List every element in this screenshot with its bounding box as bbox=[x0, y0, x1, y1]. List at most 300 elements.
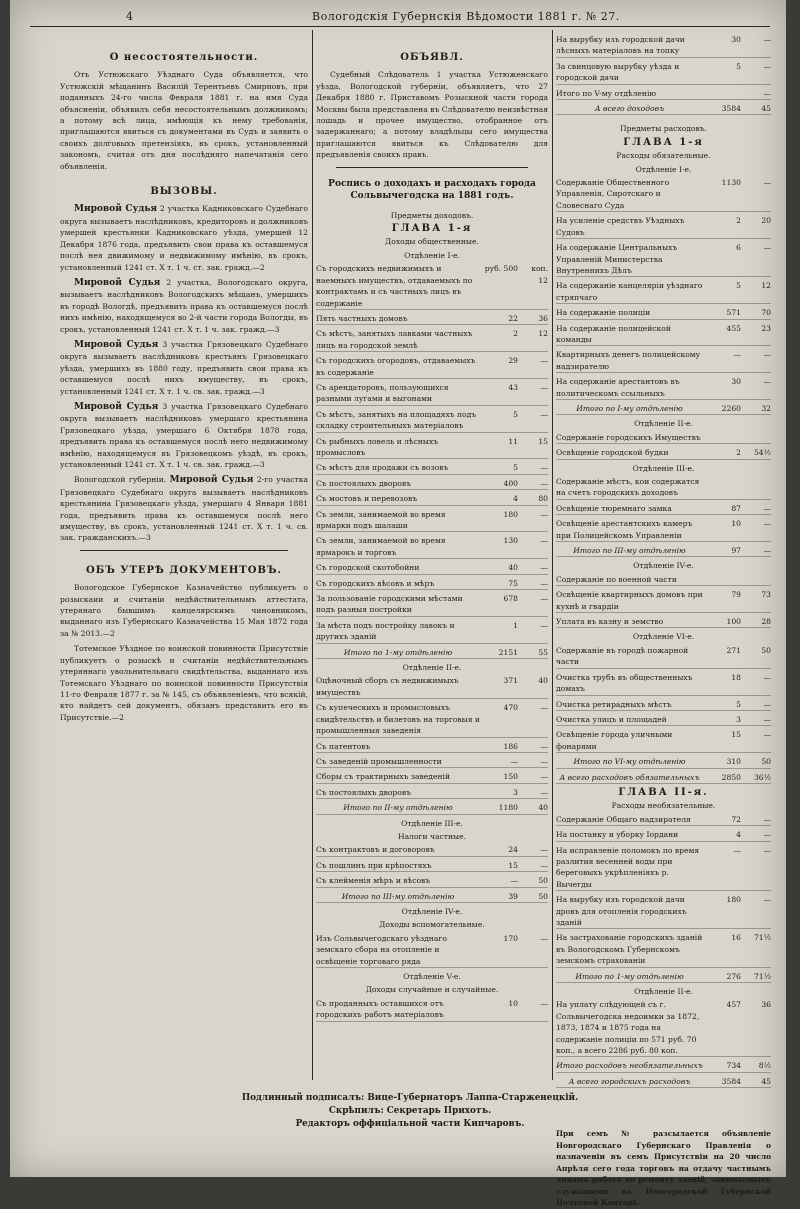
row-label: На содержаніе арестантовъ въ политическомъ ссыльныхъ bbox=[556, 377, 680, 398]
section-subheading: Доходы вспомогательные. bbox=[379, 920, 485, 930]
row-kop: — bbox=[540, 787, 548, 797]
total-rub: 734 bbox=[726, 1061, 741, 1071]
table-row bbox=[556, 729, 771, 753]
row-label: На постанку и уборку Іордани bbox=[556, 830, 679, 840]
summons-entry bbox=[60, 474, 308, 543]
summons-text: 2 участка, Вологодскаго округа, вызываетъ наслѣдниковъ Вологодскихъ мѣщанъ, умершихъ въ городѣ Вологдѣ, предъявить права къ оставшемуся послѣ нихъ имѣнію, находящемуся во 2-й части города Вологды, въ срокъ, установленный 1241 ст. Х т. 1 ч. зак. гражд.—3 bbox=[60, 277, 308, 334]
row-kop: — bbox=[763, 35, 771, 44]
row-rub: 571 bbox=[726, 308, 741, 318]
total-kop: 32 bbox=[761, 403, 771, 413]
section-heading: Отдѣленіе I-е. bbox=[635, 164, 692, 174]
table-row bbox=[556, 349, 771, 373]
summons-text: 2-го участка Грязовецкаго Судебнаго округа вызываетъ наслѣдниковъ крестьянина Грязовецкаго уѣзда, умершаго 4 Января 1881 года, предъявить права къ оставшемуся послѣ него имуществу, въ срокъ, установленный 1241 ст. Х т. 1 ч. св. зак. гражданскихъ.—3 bbox=[60, 475, 308, 543]
section-heading: Отдѣленіе VI-е. bbox=[632, 632, 695, 642]
glava-subheading: Расходы обязательные. bbox=[616, 151, 711, 161]
row-kop: — bbox=[763, 350, 771, 360]
table-row bbox=[556, 932, 771, 967]
row-rub: 4 bbox=[513, 494, 518, 504]
row-rub: — bbox=[510, 876, 518, 886]
table-row bbox=[316, 593, 548, 617]
row-label: Очистка трубъ въ общественныхъ домахъ bbox=[556, 672, 693, 694]
table-row bbox=[316, 462, 548, 474]
row-rub: руб. 500 bbox=[484, 264, 518, 274]
table-row bbox=[316, 875, 548, 887]
total-kop: 45 bbox=[761, 104, 771, 114]
row-rub: 170 bbox=[503, 933, 518, 943]
lost-doc-text: Тотемское Уѣздное по воинской повинности Присутствіе публикуетъ о розыскѣ и считаніи недѣйствительнымъ утеряннаго увольнительнаго свидѣтельства, выданнаго изъ Тотемскаго Уѣзднаго по воинской повинности Присутствія 11-го Февраля 1877 г. за № 145, съ объявленіемъ, что всякій, кто найдетъ сей документъ, обязанъ представить его въ Присутствіе.—2 bbox=[60, 644, 308, 722]
lost-doc-text: Вологодское Губернское Казначейство публикуетъ о розыскаии и считаніи недѣйствительнымъ аттестата, утерянаго бывшимъ канцелярскимъ чиновникомъ, выданнаго изъ Губернскаго Казначейства 15 Мая 1872 года за № 2013.—2 bbox=[60, 583, 308, 638]
total-label: А всего доходовъ bbox=[594, 104, 665, 114]
row-label: За пользованіе городскими мѣстами подъ разныя постройки bbox=[316, 594, 463, 615]
row-rub: 16 bbox=[731, 933, 741, 943]
column-divider-2 bbox=[552, 30, 553, 1080]
section-heading: Отдѣленіе III-е. bbox=[632, 463, 695, 473]
expense-rows-4 bbox=[556, 574, 771, 629]
insolvency-text: Отъ Устюжскаго Уѣзднаго Суда объявляется, что Устюжскій мѣщанинъ Василій Терентьевъ Смирновъ, при поданныхъ 24-го числа Февраля 1881 г. на имя Суда объясненіи, объявилъ себя несостоятельнымъ должникомъ; а потому всѣ лица, имѣющія къ нему требованія, приглашаются явиться съ документами въ Судъ и заявить о своихъ долговыхъ претензіяхъ, въ срокъ, установленный закономъ, считая отъ дня послѣдняго напечатанія сего объявленія. bbox=[60, 70, 308, 171]
row-rub: 371 bbox=[503, 676, 518, 686]
row-label: На уплату слѣдующей съ г. Сольвычегодска недоимки за 1872, 1873, 1874 и 1875 года на содержаніе полиціи по 571 руб. 70 коп., а всего 2286 руб. 80 коп. bbox=[556, 1000, 700, 1056]
grand-total-row bbox=[556, 1076, 771, 1088]
row-label: Съ земли, занимаемой во время ярмарокъ и торговъ bbox=[316, 536, 446, 557]
row-kop: — bbox=[763, 672, 771, 682]
row-rub: 87 bbox=[731, 503, 741, 513]
glava-heading: ГЛАВА 1-я bbox=[391, 223, 473, 235]
row-kop: — bbox=[540, 578, 548, 588]
column-middle bbox=[316, 34, 548, 1025]
row-label: Сборы съ трактирныхъ заведеній bbox=[316, 772, 451, 782]
row-label: Очистка улицъ и площадей bbox=[556, 714, 667, 724]
summons-entry bbox=[60, 339, 308, 397]
total-label: Итого по I-му отдѣленію bbox=[576, 403, 683, 413]
row-kop: — bbox=[540, 563, 548, 573]
court-name: Мировой Судья bbox=[74, 401, 159, 412]
table-row bbox=[556, 999, 771, 1057]
table-row bbox=[316, 933, 548, 968]
row-label: Съ мостовъ и перевозовъ bbox=[316, 494, 418, 504]
row-kop: — bbox=[540, 463, 548, 473]
section-heading: Отдѣленіе V-е. bbox=[403, 972, 461, 981]
summons-entry bbox=[60, 401, 308, 470]
total-row bbox=[556, 971, 771, 983]
row-rub: 30 bbox=[731, 35, 741, 44]
row-rub: 678 bbox=[503, 594, 518, 604]
row-rub: 75 bbox=[508, 578, 518, 588]
total-row bbox=[316, 802, 548, 814]
table-row bbox=[556, 88, 771, 100]
row-label: За свинцовую вырубку уѣзда и городской дачи bbox=[556, 61, 680, 83]
glava-heading: ГЛАВА 1-я bbox=[623, 136, 704, 148]
row-label: Съ постоялыхъ дворовъ bbox=[316, 787, 411, 797]
row-rub: 470 bbox=[503, 703, 518, 713]
court-name: Мировой Судья bbox=[74, 339, 159, 350]
row-kop: 36 bbox=[538, 313, 548, 323]
row-label: Квартирныхъ денегъ полицейскому надзирателю bbox=[556, 350, 701, 371]
row-kop: 40 bbox=[538, 676, 548, 686]
income-rows-2 bbox=[316, 675, 548, 799]
row-kop: — bbox=[540, 998, 548, 1008]
total-row bbox=[556, 403, 771, 415]
row-label: Съ земли, занимаемой во время ярмарки подъ шалаши bbox=[316, 509, 446, 530]
income-rows-3 bbox=[316, 844, 548, 887]
row-kop: — bbox=[540, 933, 548, 943]
table-row bbox=[316, 998, 548, 1022]
expense-part-heading: Предметы расходовъ. bbox=[620, 124, 707, 134]
row-rub: 1130 bbox=[721, 178, 741, 188]
row-kop: — bbox=[763, 88, 771, 98]
table-row bbox=[316, 313, 548, 325]
section-heading: Отдѣленіе III-е. bbox=[401, 818, 463, 828]
row-label: Съ клейменія мѣръ и вѣсовъ bbox=[316, 876, 431, 886]
row-rub: 5 bbox=[736, 699, 741, 709]
court-name: Мировой Судья bbox=[169, 475, 254, 486]
table-row bbox=[316, 328, 548, 352]
row-label: Съ мѣстъ для продажи съ возовъ bbox=[316, 463, 449, 473]
newspaper-title: Вологодскія Губернскія Вѣдомости 1881 г. № 27. bbox=[312, 10, 620, 23]
row-rub: 271 bbox=[726, 645, 741, 655]
row-label: На застрахованіе городскихъ зданій въ Вологодскомъ Губернскомъ земскомъ страхованіи bbox=[556, 933, 703, 966]
glava2-subheading: Расходы необязательные. bbox=[611, 801, 716, 811]
row-kop: 70 bbox=[761, 308, 771, 318]
table-row bbox=[556, 894, 771, 929]
row-label: Съ арендаторовъ, пользующихся разными лугами и выгонами bbox=[316, 382, 449, 404]
page-footer bbox=[200, 1092, 620, 1131]
table-row bbox=[556, 215, 771, 239]
footer-secretary: Скрѣпилъ: Секретарь Прихотъ. bbox=[328, 1106, 492, 1116]
row-rub: 10 bbox=[731, 519, 741, 529]
row-kop: 80 bbox=[538, 494, 548, 504]
table-row bbox=[556, 242, 771, 277]
table-row bbox=[556, 714, 771, 726]
table-row bbox=[316, 675, 548, 699]
row-kop: — bbox=[540, 741, 548, 751]
row-kop: 36 bbox=[761, 1000, 771, 1010]
row-kop: — bbox=[763, 730, 771, 740]
table-row bbox=[556, 307, 771, 319]
row-label: Съ рыбныхъ ловель и лѣсныхъ промысловъ bbox=[316, 436, 439, 457]
table-row bbox=[556, 280, 771, 304]
row-label: Освѣщеніе тюремнаго замка bbox=[556, 503, 672, 513]
footer-editor: Редакторъ оффиціальной части Кипчаровъ. bbox=[295, 1119, 525, 1129]
row-kop: — bbox=[540, 478, 548, 488]
row-kop: 12 bbox=[761, 281, 771, 291]
row-label: Съ городскихъ огородовъ, отдаваемыхъ въ содержаніе bbox=[316, 356, 476, 377]
total-rub: 2260 bbox=[721, 403, 741, 413]
row-rub: 2 bbox=[736, 216, 741, 226]
row-rub: 2 bbox=[736, 448, 741, 458]
total-row bbox=[556, 545, 771, 557]
section-heading: Отдѣленіе II-е. bbox=[402, 663, 462, 673]
total-label: Итого по III-му отдѣленію bbox=[573, 546, 686, 556]
column-right bbox=[556, 34, 771, 1209]
row-label: Съ городскихъ недвижимыхъ и наемныхъ имуществъ, отдаваемыхъ по контрактамъ и съ частныхъ лицъ въ содержаніе bbox=[316, 264, 473, 308]
glava2-heading: ГЛАВА II-я. bbox=[618, 786, 709, 798]
row-label: Содержаніе по военной части bbox=[556, 574, 677, 584]
total-label: Итого по II-му отдѣленію bbox=[343, 803, 453, 813]
table-row bbox=[316, 702, 548, 737]
row-label: На вырубку изъ городской дачи дровъ для отопленія городскихъ зданій bbox=[556, 895, 687, 927]
expense-rows-g2b bbox=[556, 999, 771, 1057]
page-number: 4 bbox=[126, 10, 134, 23]
row-rub: 5 bbox=[513, 463, 518, 473]
row-rub: 15 bbox=[508, 860, 518, 870]
row-kop: — bbox=[763, 61, 771, 71]
table-row bbox=[316, 756, 548, 768]
row-kop: — bbox=[763, 699, 771, 709]
row-rub: 18 bbox=[731, 672, 741, 682]
section-divider bbox=[336, 167, 528, 168]
table-row bbox=[316, 436, 548, 460]
row-kop: 73 bbox=[761, 590, 771, 600]
table-row bbox=[316, 562, 548, 574]
row-label: Содержаніе въ городѣ пожарной части bbox=[556, 645, 689, 667]
row-label: Очистка ретирадныхъ мѣстъ bbox=[556, 699, 672, 709]
row-label: Съ мѣстъ, занятыхъ лавками частныхъ лицъ на городской землѣ bbox=[316, 329, 473, 350]
row-rub: 43 bbox=[508, 382, 518, 392]
table-row bbox=[316, 787, 548, 799]
total-row bbox=[556, 1060, 771, 1072]
row-label: Освѣщеніе квартирныхъ домовъ при кухнѣ и гвардіи bbox=[556, 590, 703, 611]
row-label: Оцѣночный сборъ съ недвижимыхъ имуществъ bbox=[316, 676, 459, 697]
row-label: Съ пошлинъ при крѣпостяхъ bbox=[316, 860, 432, 870]
row-label: На исправленіе поломокъ по время разлития весенней воды при береговыхъ укрѣпленіяхъ р. Вычегды bbox=[556, 845, 700, 889]
row-label: Освѣщеніе арестантскихъ камеръ при Полицейскомъ Управленіи bbox=[556, 519, 693, 540]
total-rub: 2850 bbox=[721, 772, 741, 782]
total-kop: 8½ bbox=[758, 1061, 771, 1071]
heading-summons: ВЫЗОВЫ. bbox=[150, 186, 218, 198]
row-kop: 71½ bbox=[753, 933, 771, 943]
total-kop: 55 bbox=[538, 647, 548, 657]
table-row bbox=[556, 518, 771, 542]
total-kop: 71½ bbox=[753, 971, 771, 981]
total-income-row bbox=[556, 103, 771, 115]
table-row bbox=[316, 535, 548, 559]
row-kop: — bbox=[540, 620, 548, 630]
row-label: Съ городской скотобойни bbox=[316, 563, 420, 573]
row-label: Освѣщеніе городской будки bbox=[556, 448, 669, 458]
table-row bbox=[556, 323, 771, 347]
total-kop: 40 bbox=[538, 803, 548, 813]
row-label: Пять частныхъ домовъ bbox=[316, 313, 408, 323]
row-rub: — bbox=[733, 350, 741, 360]
row-label: Содержаніе Общественного Управленія, Сиротскаго и Словеснаго Суда bbox=[556, 178, 670, 210]
table-row bbox=[316, 578, 548, 590]
row-kop: — bbox=[763, 895, 771, 905]
row-kop: — bbox=[540, 772, 548, 782]
total-rub: 39 bbox=[508, 891, 518, 901]
section-subheading: Налоги частные. bbox=[397, 831, 466, 841]
summons-text: 3 участка Грязовецкаго Судебнаго округа вызываетъ наслѣдниковъ умершаго крестьянина Грязовецкаго уѣзда, умершаго 6 Октября 1878 года, предъявить права къ оставшемуся послѣ него недвижимому имѣнію, находящемуся въ Грязовецкомъ уѣздѣ, въ срокъ, установленный 1241 ст. Х т. 1 ч. св. зак. гражд.—3 bbox=[60, 401, 308, 469]
table-row bbox=[556, 503, 771, 515]
total-rub: 310 bbox=[726, 757, 741, 767]
row-rub: 1 bbox=[513, 620, 518, 630]
row-label: Содержаніе Общаго надзирателя bbox=[556, 814, 691, 824]
row-kop: — bbox=[763, 178, 771, 188]
row-rub: 24 bbox=[508, 845, 518, 855]
footer-signature: Подлинный подписалъ: Вице-Губернаторъ Лаппа-Старженецкій. bbox=[241, 1093, 579, 1103]
budget-title: Роспись о доходахъ и расходахъ города Сольвычегодска на 1881 годъ. bbox=[328, 178, 536, 201]
income-rows-5 bbox=[316, 998, 548, 1022]
table-row bbox=[556, 177, 771, 212]
row-label: Освѣщеніе города уличными фонарями bbox=[556, 730, 673, 751]
row-rub: 40 bbox=[508, 563, 518, 573]
notice-text: При семъ № разсылается объявленіе Новгородскаго Губернскаго Правленія о назначеніи въ семъ Присутствіи на 20 число Апрѣля сего года торговъ на отдачу частнымъ лицамъ работъ по ремонту зданій, занимаемыхъ служащими въ Новгородской Губернской Почтовой Конторѣ. bbox=[556, 1129, 771, 1208]
total-label: Итого по 1-му отдѣленію bbox=[575, 971, 684, 981]
row-kop: — bbox=[540, 509, 548, 519]
total-kop: 45 bbox=[761, 1076, 771, 1086]
summons-prefix: Вологодской губерніи. bbox=[74, 475, 167, 485]
section-heading: Отдѣленіе IV-е. bbox=[401, 906, 463, 916]
row-rub: 100 bbox=[726, 617, 741, 627]
expense-rows-6 bbox=[556, 645, 771, 753]
newspaper-page bbox=[10, 0, 786, 1208]
row-label: Съ городскихъ вѣсовъ и мѣръ bbox=[316, 578, 435, 588]
row-kop: — bbox=[763, 377, 771, 387]
row-kop: — bbox=[763, 519, 771, 529]
row-rub: 3 bbox=[513, 787, 518, 797]
row-label: На содержаніе канцеляріи уѣзднаго стряпчаго bbox=[556, 281, 703, 302]
row-label: Съ патентовъ bbox=[316, 741, 371, 751]
row-rub: 6 bbox=[736, 243, 741, 253]
expense-rows-1 bbox=[556, 177, 771, 400]
table-row bbox=[556, 61, 771, 85]
table-row bbox=[316, 771, 548, 783]
section-heading: Отдѣленіе IV-е. bbox=[633, 561, 694, 571]
row-kop: 54½ bbox=[753, 448, 771, 458]
row-kop: — bbox=[540, 409, 548, 419]
row-kop: 28 bbox=[761, 617, 771, 627]
row-rub: 2 bbox=[513, 329, 518, 339]
row-rub: 455 bbox=[726, 323, 741, 333]
section-heading: Отдѣленіе I-е. bbox=[404, 250, 460, 260]
section-divider bbox=[80, 550, 288, 551]
total-rub: 97 bbox=[731, 546, 741, 556]
row-kop: — bbox=[540, 703, 548, 713]
heading-lost-documents: ОБЪ УТЕРѢ ДОКУМЕНТОВЪ. bbox=[86, 564, 282, 576]
row-rub: 4 bbox=[736, 830, 741, 840]
table-row bbox=[556, 829, 771, 841]
total-row bbox=[316, 891, 548, 903]
row-kop: — bbox=[763, 503, 771, 513]
row-rub: 22 bbox=[508, 313, 518, 323]
row-kop: коп. 12 bbox=[531, 264, 548, 285]
row-label: Съ мѣстъ, занятыхъ на площадяхъ подъ складку строительныхъ матеріаловъ bbox=[316, 409, 477, 431]
row-label: На содержаніе полиціи bbox=[556, 308, 651, 318]
heading-announcement: ОБЪЯВЛ. bbox=[400, 52, 464, 63]
expense-rows-g2 bbox=[556, 814, 771, 968]
row-label: Съ купеческихъ и промысловыхъ свидѣтельствъ и билетовъ на торговыя и промышленныя заведенія bbox=[316, 703, 480, 736]
summons-entry bbox=[60, 277, 308, 335]
total-label: Итого расходовъ необязательныхъ bbox=[556, 1061, 703, 1071]
total-rub: 2151 bbox=[498, 647, 518, 657]
expense-rows-3 bbox=[556, 476, 771, 542]
row-kop: 23 bbox=[761, 323, 771, 333]
glava-subheading: Доходы общественные. bbox=[385, 237, 479, 247]
total-row bbox=[556, 772, 771, 784]
row-label: Содержаніе городскихъ Имуществъ bbox=[556, 432, 701, 442]
row-rub: 15 bbox=[731, 730, 741, 740]
column-divider-1 bbox=[312, 30, 313, 1080]
row-rub: 79 bbox=[731, 590, 741, 600]
table-row bbox=[316, 844, 548, 856]
total-rub: 3584 bbox=[721, 1076, 741, 1086]
row-kop: — bbox=[763, 814, 771, 824]
row-rub: 180 bbox=[503, 509, 518, 519]
total-rub: 276 bbox=[726, 971, 741, 981]
court-name: Мировой Судья bbox=[74, 277, 161, 288]
row-kop: — bbox=[540, 382, 548, 392]
table-row bbox=[556, 376, 771, 400]
court-name: Мировой Судья bbox=[74, 204, 158, 215]
total-rub: 3584 bbox=[721, 104, 741, 114]
row-kop: 50 bbox=[761, 645, 771, 655]
row-rub: — bbox=[510, 756, 518, 766]
row-rub: 150 bbox=[503, 772, 518, 782]
table-row bbox=[556, 574, 771, 586]
row-label: Съ заведеній промышленности bbox=[316, 756, 442, 766]
table-row bbox=[316, 382, 548, 406]
row-rub: 72 bbox=[731, 814, 741, 824]
total-kop: 50 bbox=[761, 757, 771, 767]
table-row bbox=[556, 845, 771, 892]
table-row bbox=[316, 263, 548, 310]
table-row bbox=[556, 476, 771, 500]
heading-insolvency: О несостоятельности. bbox=[109, 52, 259, 63]
income-rows-4 bbox=[316, 933, 548, 968]
row-kop: 12 bbox=[538, 329, 548, 339]
row-label: Изъ Сольвычегодскаго уѣзднаго земскаго сбора на отопленіе и освѣщеніе торговаго ряда bbox=[316, 933, 447, 966]
table-row bbox=[316, 620, 548, 644]
row-rub: 130 bbox=[503, 536, 518, 546]
total-rub: 1180 bbox=[498, 803, 518, 813]
table-row bbox=[316, 409, 548, 433]
row-kop: 20 bbox=[761, 216, 771, 226]
row-label: На вырубку изъ городской дачи лѣсныхъ матеріаловъ на топку bbox=[556, 35, 685, 56]
table-row bbox=[316, 493, 548, 505]
table-row bbox=[556, 672, 771, 696]
row-kop: — bbox=[763, 714, 771, 724]
row-kop: — bbox=[763, 830, 771, 840]
table-row bbox=[556, 589, 771, 613]
row-label: Уплата въ казну и земство bbox=[556, 617, 664, 627]
row-rub: — bbox=[733, 845, 741, 855]
row-rub: 400 bbox=[503, 478, 518, 488]
income-part-heading: Предметы доходовъ. bbox=[390, 210, 474, 220]
total-kop: — bbox=[763, 546, 771, 556]
row-rub: 29 bbox=[508, 356, 518, 366]
row-rub: 3 bbox=[736, 714, 741, 724]
table-row bbox=[556, 616, 771, 628]
section-heading: Отдѣленіе II-е. bbox=[634, 987, 693, 997]
row-label: Содержаніе мѣстъ, кои содержатся на счетъ городскихъ доходовъ bbox=[556, 477, 700, 498]
section-subheading: Доходы случайные и случайные. bbox=[365, 985, 499, 995]
total-kop: 50 bbox=[538, 891, 548, 901]
table-row bbox=[316, 860, 548, 872]
row-rub: 11 bbox=[508, 436, 518, 446]
row-kop: — bbox=[763, 845, 771, 855]
table-row bbox=[556, 432, 771, 444]
table-row bbox=[556, 699, 771, 711]
row-label: На содержаніе полицейской команды bbox=[556, 323, 671, 344]
table-row bbox=[316, 478, 548, 490]
row-rub: 186 bbox=[503, 741, 518, 751]
summons-text: 2 участка Кадниковскаго Судебнаго округа вызываетъ наслѣдниковъ, кредиторовъ и должниковъ умершей крестьянки Кадниковскаго уѣзда, умершей 12 Декабря 1876 года, предъявить свои права къ оставшемуся послѣ нея движимому и недвижимому имѣнію, въ срокъ, установленный 1241 ст. Х т. 1 ч. ст. зак. гражд.—2 bbox=[60, 204, 308, 272]
row-rub: 457 bbox=[726, 1000, 741, 1010]
table-row bbox=[316, 741, 548, 753]
summons-entry bbox=[60, 203, 308, 272]
income-rows-1 bbox=[316, 263, 548, 643]
row-kop: — bbox=[540, 356, 548, 366]
row-kop: — bbox=[540, 594, 548, 604]
